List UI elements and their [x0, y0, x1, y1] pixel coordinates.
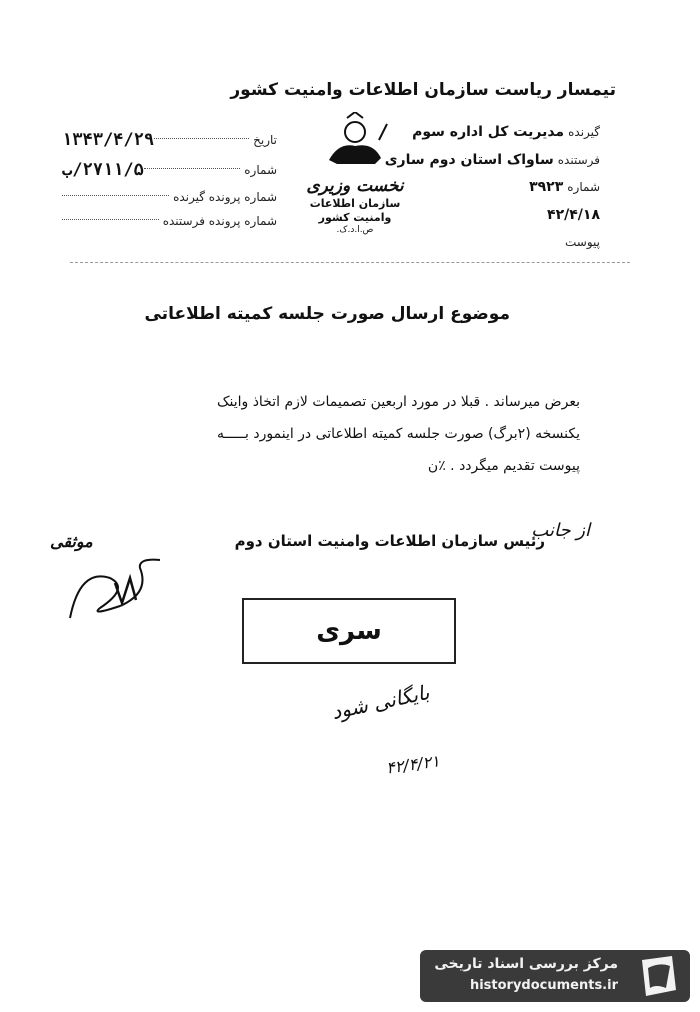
left-date-value: ۱۳۴۳/۴/۲۹: [62, 130, 155, 150]
attachment-row: [385, 236, 600, 249]
sender-label: فرستنده: [557, 152, 600, 167]
sender-file-label: شماره پرونده فرستنده: [162, 214, 277, 228]
letter-body: [140, 386, 580, 483]
body-line-1: بعرض میرساند . قبلا در مورد اربعین تصمیمات لازم اتخاذ واینک: [216, 394, 580, 410]
signature-name: موثقی: [50, 532, 93, 551]
subject-label: موضوع: [450, 304, 510, 324]
dotted-line: [62, 219, 159, 220]
emblem-code: ص.ا.د.ک.: [336, 224, 374, 235]
sender-value: ساواک استان دوم ساری: [384, 151, 554, 168]
attachment-label: پیوست: [565, 234, 600, 249]
left-number-row: [62, 160, 277, 180]
signature-scribble: [60, 548, 180, 628]
watermark-site: historydocuments.ir: [469, 978, 618, 993]
body-line-2: یکنسخه (۲برگ) صورت جلسه کمیته اطلاعاتی در اینمورد بـــــه: [217, 426, 580, 443]
date-value: ۴۲/۴/۱۸: [547, 207, 600, 224]
lion-and-sun-icon: [315, 112, 395, 172]
handwritten-note: بایگانی شود: [329, 679, 432, 725]
body-line-3: پیوست تقدیم میگردد . ٪ن: [427, 458, 580, 475]
closing-title: رئیس سازمان اطلاعات وامنیت استان دوم: [234, 532, 545, 550]
emblem-org: سازمان اطلاعات وامنیت کشور: [309, 197, 401, 224]
recipient-row: [385, 125, 600, 140]
emblem: [300, 112, 410, 262]
dotted-line: [62, 195, 169, 196]
date-row: [385, 208, 600, 223]
watermark-badge: [420, 950, 690, 1002]
org-title: تیمسار ریاست سازمان اطلاعات وامنیت کشور: [230, 80, 616, 100]
separator: [70, 262, 630, 263]
left-date-row: [62, 130, 277, 150]
sender-row: [385, 153, 600, 168]
left-number-label: شماره: [244, 163, 277, 177]
meta-left-block: [62, 130, 277, 238]
recipient-file-row: [62, 190, 277, 204]
subject-line: [144, 304, 510, 324]
recipient-label: گیرنده: [568, 125, 600, 139]
classification-text: سری: [316, 616, 382, 646]
watermark-title: مرکز بررسی اسناد تاریخی: [434, 956, 618, 972]
left-date-label: تاریخ: [253, 133, 277, 147]
dotted-line: [154, 138, 249, 139]
recipient-file-label: شماره پرونده گیرنده: [173, 190, 277, 204]
number-label: شماره: [567, 180, 600, 195]
subject-text: ارسال صورت جلسه کمیته اطلاعاتی: [144, 304, 445, 324]
handwritten-date: ۴۲/۴/۲۱: [385, 751, 442, 778]
archive-logo-icon: [636, 954, 682, 998]
closing-initial: از جانب: [531, 520, 590, 541]
recipient-value: مدیریت کل اداره سوم: [412, 124, 565, 140]
meta-right-block: [385, 125, 600, 261]
emblem-office: نخست وزیری: [306, 176, 404, 196]
left-number-value: ۲۷۱۱/۵/ب: [62, 160, 144, 180]
number-row: [385, 180, 600, 195]
number-value: ۳۹۲۳: [529, 179, 564, 196]
sender-file-row: [62, 214, 277, 228]
classification-stamp: [242, 598, 456, 664]
dotted-line: [144, 168, 240, 169]
